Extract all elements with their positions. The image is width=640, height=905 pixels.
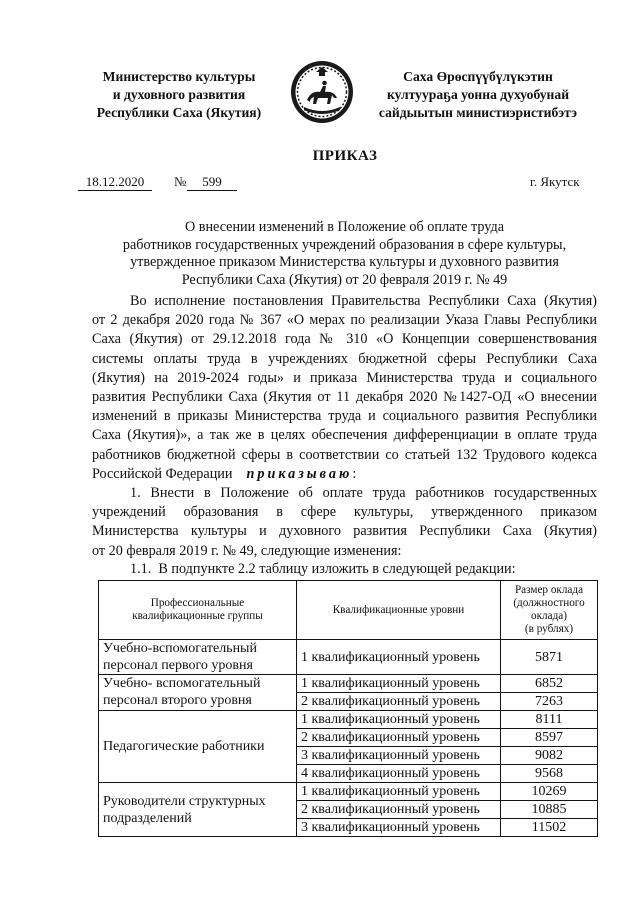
body-line: Саха (Якутия) от 29.12.2018 года № 310 «О Концепции совершенствования	[92, 331, 597, 348]
salary-cell: 9568	[501, 765, 598, 783]
document-type: ПРИКАЗ	[312, 148, 378, 164]
salary-cell: 5871	[501, 640, 598, 675]
order-date	[78, 174, 152, 191]
header-salary	[501, 581, 598, 640]
header-left-line: Республики Саха (Якутия)	[96, 105, 262, 120]
level-cell: 1 квалификационный уровень	[297, 675, 501, 693]
body-line: 1. Внести в Положение об оплате труда работников государственных	[130, 485, 597, 501]
salary-table	[98, 580, 598, 837]
header-text: (в рублях)	[524, 623, 574, 635]
number-value: 599	[187, 174, 237, 191]
group-name	[99, 675, 297, 711]
header-text: Профессиональные	[150, 597, 245, 609]
body-line: от 2 декабря 2020 года № 367 «О мерах по реализации Указа Главы Республики	[92, 312, 597, 329]
table-row	[99, 711, 598, 729]
body-line: Саха (Якутия)», а так же в целях обеспечения дифференциации в оплате труда	[92, 427, 597, 444]
header-left-line: Министерство культуры	[102, 69, 256, 84]
header-level: Квалификационные уровни	[297, 581, 501, 640]
group-name	[99, 711, 297, 783]
group-name-line: Учебно-вспомогательный	[103, 641, 257, 656]
header-right-line: култуураҕа уонна духуобунай	[386, 87, 570, 102]
body-line: от 20 февраля 2019 г. № 49, следующие изменения:	[92, 542, 402, 559]
number-sign: №	[174, 174, 187, 189]
header-right-line: Саха Өрөспүүбүлүкэтин	[403, 69, 553, 84]
group-name	[99, 640, 297, 675]
salary-cell: 8111	[501, 711, 598, 729]
ministry-name-russian	[64, 68, 294, 122]
body-line: развития Республики Саха (Якутия от 11 декабря 2020 №1427-ОД «О внесении	[92, 389, 597, 405]
body-line: (Якутия) на 2019-2024 годы» и приказа Министерства труда и социального	[92, 369, 597, 386]
coat-of-arms-icon	[290, 60, 354, 124]
table-header-row	[99, 581, 598, 640]
salary-cell: 10885	[501, 801, 598, 819]
body-line: Во исполнение постановления Правительства Республики Саха (Якутия)	[130, 293, 597, 309]
body-line: изменений в приказы Министерства труда и социального развития Республики	[92, 408, 597, 425]
salary-cell: 8597	[501, 729, 598, 747]
table-row	[99, 640, 598, 675]
body-line: работников бюджетной сферы в соответствии со статьей 132 Трудового кодекса	[92, 446, 597, 463]
body-line: учреждений образования в сфере культуры, утвержденного приказом	[92, 504, 597, 521]
body-line: Министерства культуры и духовного развития Республики Саха (Якутия)	[92, 523, 597, 540]
body-line: системы оплаты труда в учреждениях бюджетной сферы Республики Саха	[92, 350, 597, 367]
body-text: Российской Федерации	[92, 465, 233, 482]
body-line-last	[92, 465, 597, 484]
table-row	[99, 675, 598, 693]
group-name-line: Учебно- вспомогательный	[103, 676, 261, 691]
order-colon: :	[352, 465, 357, 482]
level-cell: 2 квалификационный уровень	[297, 693, 501, 711]
salary-cell: 11502	[501, 819, 598, 837]
header-text: оклада)	[531, 610, 567, 622]
header-right-line: сайдыытын министиэристибэтэ	[378, 105, 578, 120]
header-text: Размер оклада	[514, 584, 584, 596]
title-line: Республики Саха (Якутия) от 20 февраля 2019 г. № 49	[181, 272, 508, 288]
order-number	[187, 174, 237, 191]
city: г. Якутск	[530, 174, 580, 189]
ministry-name-yakut	[363, 68, 593, 122]
level-cell: 3 квалификационный уровень	[297, 819, 501, 837]
group-name-line: Педагогические работники	[103, 739, 265, 754]
header-left-line: и духовного развития	[112, 87, 246, 102]
group-name-line: персонал первого уровня	[103, 658, 253, 673]
level-cell: 4 квалификационный уровень	[297, 765, 501, 783]
group-name-line: Руководители структурных	[103, 793, 266, 809]
title-line: работников государственных учреждений образования в сфере культуры,	[122, 237, 567, 253]
group-name-line: подразделений	[103, 810, 192, 826]
level-cell: 1 квалификационный уровень	[297, 783, 501, 801]
body-line: 1.1. В подпункте 2.2 таблицу изложить в следующей редакции:	[130, 561, 516, 577]
level-cell: 1 квалификационный уровень	[297, 711, 501, 729]
group-name-line: персонал второго уровня	[103, 693, 252, 708]
table-row	[99, 783, 598, 801]
title-line: О внесении изменений в Положение об оплате труда	[184, 219, 505, 235]
header-text: (должностного	[513, 597, 585, 609]
header-group	[99, 581, 297, 640]
level-cell: 2 квалификационный уровень	[297, 729, 501, 747]
title-line: утвержденное приказом Министерства культуры и духовного развития	[130, 254, 559, 270]
date-value: 18.12.2020	[78, 174, 152, 191]
level-cell: 1 квалификационный уровень	[297, 640, 501, 675]
level-cell: 2 квалификационный уровень	[297, 801, 501, 819]
header-text: квалификационные группы	[132, 610, 263, 622]
salary-cell: 9082	[501, 747, 598, 765]
salary-cell: 6852	[501, 675, 598, 693]
group-name	[99, 783, 297, 837]
salary-cell: 10269	[501, 783, 598, 801]
salary-cell: 7263	[501, 693, 598, 711]
order-word: приказываю	[246, 465, 353, 482]
level-cell: 3 квалификационный уровень	[297, 747, 501, 765]
